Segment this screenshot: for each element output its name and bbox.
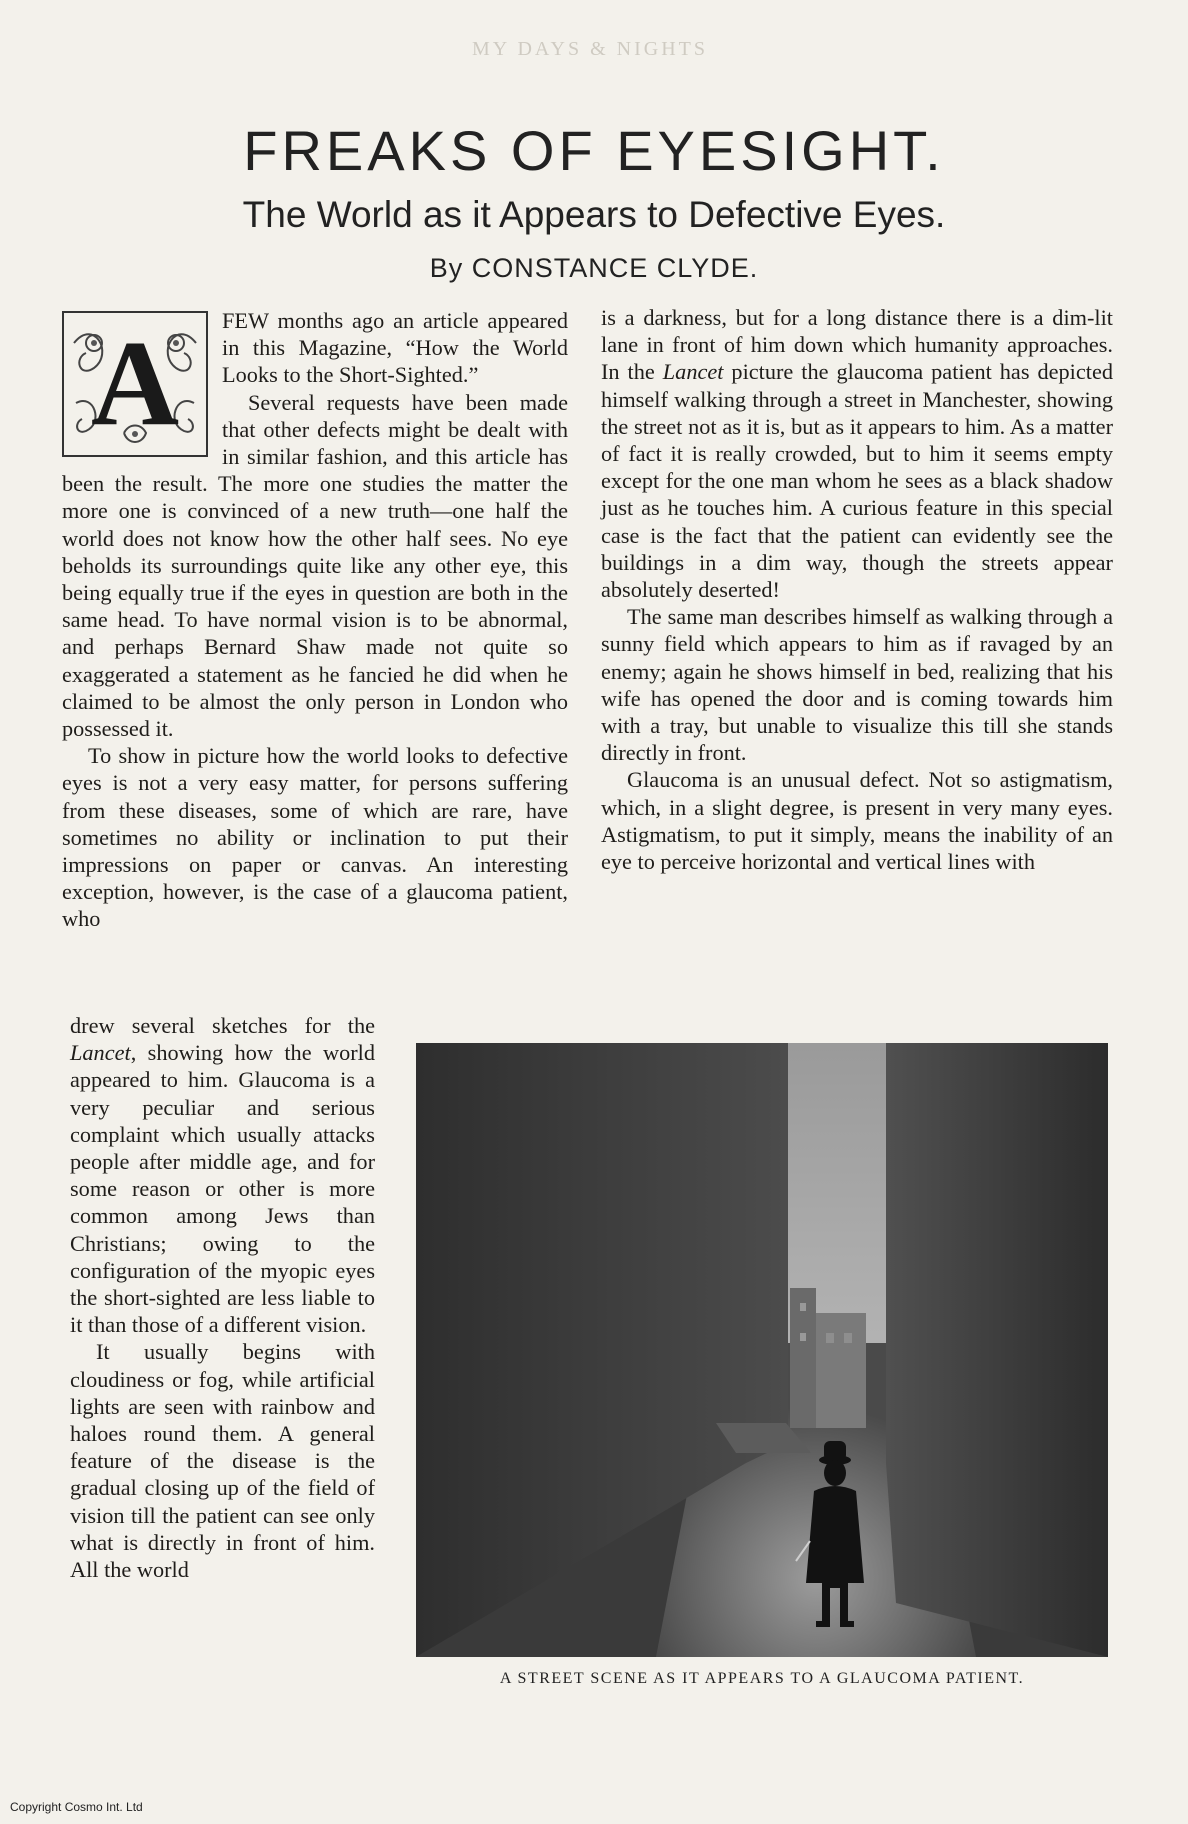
street-scene-illustration bbox=[416, 1043, 1108, 1657]
copyright-notice: Copyright Cosmo Int. Ltd bbox=[10, 1800, 143, 1814]
article-byline: By CONSTANCE CLYDE. bbox=[429, 253, 759, 283]
figure-caption: A STREET SCENE AS IT APPEARS TO A GLAUCOMA PATIENT. bbox=[499, 1670, 1025, 1687]
drop-cap-letter: A bbox=[90, 316, 180, 451]
article-title: FREAKS OF EYESIGHT. bbox=[243, 119, 945, 182]
paragraph-8: Glaucoma is an unusual defect. Not so astigmatism, which, in a slight degree, is present in very many eyes. Astigmatism, to put it simply, means the inability of an eye to perceive horizontal and vertical lines with bbox=[601, 767, 1113, 875]
lancet-italic: Lancet bbox=[662, 359, 724, 385]
paragraph-6: is a darkness, but for a long distance there is a dim-lit lane in front of him down which humanity approaches. In the Lancet picture the glaucoma patient has depicted himself walking through a street in Manchester, showing the street not as it is, but as it appears to him. As a matter of fact it is really crowded, but to him it seems empty except for the one man whom he sees as a black shadow just as he touches him. A curious feature in this special case is the fact that the patient can evidently see the buildings in a dim way, though the streets appear absolutely deserted! bbox=[601, 305, 1114, 603]
article-subtitle: The World as it Appears to Defective Eyes. bbox=[242, 194, 946, 235]
glaucoma-street-picture bbox=[416, 1043, 1108, 1657]
column-left-bottom bbox=[70, 1012, 375, 1583]
paragraph-1: FEW months ago an article appeared in this Magazine, “How the World Looks to the Short-Sighted.” bbox=[222, 308, 568, 388]
paragraph-4: drew several sketches for the Lancet, showing how the world appeared to him. Glaucoma is a very peculiar and serious complaint which usually attacks people after middle age, and for some reason or other is more common among Jews than Christians; owing to the configuration of the myopic eyes the short-sighted are less liable to it than those of a different vision. bbox=[70, 1013, 375, 1338]
paragraph-3: To show in picture how the world looks to defective eyes is not a very easy matter, for persons suffering from these diseases, some of which are rare, have sometimes no ability or inclination to put their impressions on paper or canvas. An interesting exception, however, is the case of a glaucoma patient, who bbox=[62, 743, 568, 932]
running-header-ghost: MY DAYS & NIGHTS bbox=[472, 38, 708, 60]
paragraph-5: It usually begins with cloudiness or fog, while artificial lights are seen with rainbow and haloes round them. A general feature of the disease is the gradual closing up of the field of vision till the patient can see only what is directly in front of him. All the world bbox=[70, 1339, 375, 1583]
column-right bbox=[601, 304, 1113, 875]
lancet-italic: Lancet bbox=[70, 1040, 131, 1066]
column-left-top bbox=[62, 307, 568, 933]
paragraph-2: Several requests have been made that other defects might be dealt with in similar fashion, and this article has been the result. The more one studies the matter the more one is convinced of a new truth—one half the world does not know how the other half sees. No eye beholds its surroundings quite like any other eye, this being equally true if the eyes in question are both in the same head. To have normal vision is to be abnormal, and perhaps Bernard Shaw made not quite so exaggerated a statement as he fancied he did when he claimed to be almost the only person in London who possessed it. bbox=[62, 389, 568, 742]
ornamental-drop-cap bbox=[62, 311, 208, 457]
paragraph-7: The same man describes himself as walking through a sunny field which appears to him as if ravaged by an enemy; again he shows himself in bed, realizing that his wife has opened the door and is coming towards him with a tray, but unable to visualize this till she stands directly in front. bbox=[601, 604, 1113, 766]
